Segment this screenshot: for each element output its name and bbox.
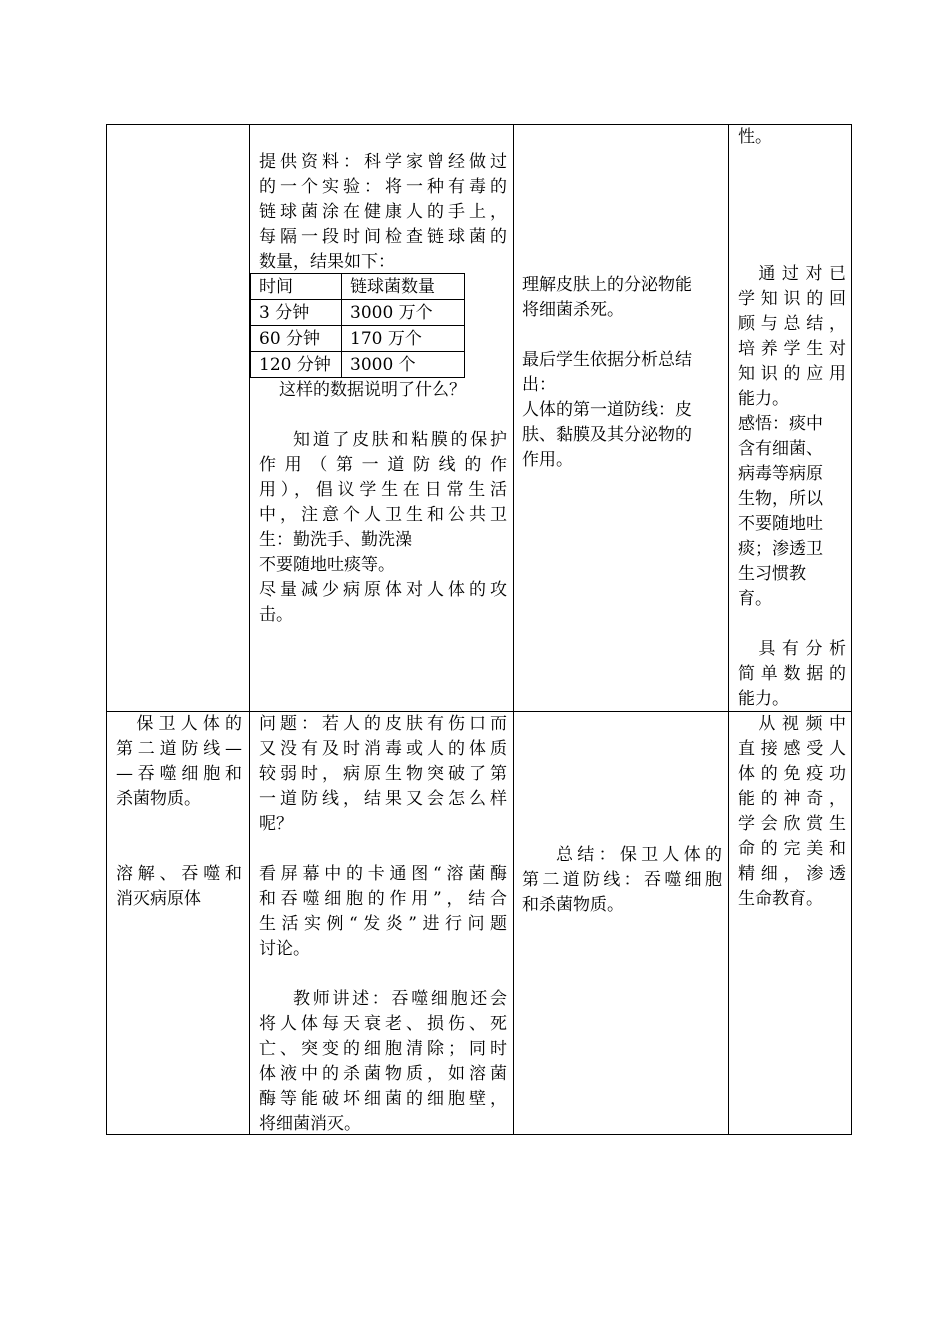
text-line: 感悟：痰中 xyxy=(738,414,823,434)
text-line: 性。 xyxy=(738,127,772,147)
text-line: 最后学生依据分析总结 xyxy=(522,350,692,370)
text-line: 育。 xyxy=(738,589,772,609)
text-line: 能力。 xyxy=(738,389,789,409)
text-line: 学知识的回 xyxy=(738,289,846,309)
text-line: 培养学生对 xyxy=(738,339,846,359)
text-line: 看屏幕中的卡通图“溶菌酶 xyxy=(259,864,507,884)
text-line: 直接感受人 xyxy=(738,739,846,759)
row2-col4-cell xyxy=(738,712,846,912)
hygiene-paragraph xyxy=(259,428,507,628)
text-line: 生习惯教 xyxy=(738,564,806,584)
cell-count: 170 万个 xyxy=(342,326,465,352)
text-line: 出： xyxy=(522,375,556,395)
cell-time: 3 分钟 xyxy=(251,300,342,326)
text-line: 理解皮肤上的分泌物能 xyxy=(522,275,692,295)
table-row xyxy=(251,352,465,378)
row1-col4-cell xyxy=(738,262,846,712)
text-line: 知道了皮肤和粘膜的保护 xyxy=(293,430,507,450)
header-count: 链球菌数量 xyxy=(342,274,465,300)
table-header-row xyxy=(251,274,465,300)
text-line: 生命教育。 xyxy=(738,889,823,909)
row2-col3-cell xyxy=(522,843,722,918)
text-line: 具有分析 xyxy=(758,639,846,659)
text-line: 消灭病原体 xyxy=(116,889,201,909)
column-divider-2 xyxy=(513,124,514,1135)
text-line: 链球菌涂在健康人的手上， xyxy=(259,202,507,222)
text-line: 不要随地吐痰等。 xyxy=(259,555,395,575)
text-line: 第二道防线：吞噬细胞 xyxy=(522,870,722,890)
text-line: 命的完美和 xyxy=(738,839,846,859)
text-line: 痰；渗透卫 xyxy=(738,539,823,559)
header-time: 时间 xyxy=(251,274,342,300)
text-line: 总结：保卫人体的 xyxy=(556,845,722,865)
text-line: 作用（第一道防线的作 xyxy=(259,455,507,475)
text-line: 呢？ xyxy=(259,814,293,834)
text-line: 将人体每天衰老、损伤、死 xyxy=(259,1014,507,1034)
text-line: 不要随地吐 xyxy=(738,514,823,534)
text-line: 的一个实验：将一种有毒的 xyxy=(259,177,507,197)
column-divider-3 xyxy=(728,124,729,1135)
text-line: 能的神奇， xyxy=(738,789,846,809)
text-line: 学会欣赏生 xyxy=(738,814,846,834)
experiment-intro xyxy=(259,150,507,275)
text-line: 用），倡议学生在日常生活 xyxy=(259,480,507,500)
text-line: 数量，结果如下： xyxy=(259,252,395,272)
text-line: 教师讲述：吞噬细胞还会 xyxy=(293,989,507,1009)
text-line: 击。 xyxy=(259,605,293,625)
text-line: 体的免疫功 xyxy=(738,764,846,784)
text-line: 酶等能破坏细菌的细胞壁， xyxy=(259,1089,507,1109)
table-row xyxy=(251,300,465,326)
text-line: 杀菌物质。 xyxy=(116,789,201,809)
table-row xyxy=(251,326,465,352)
text-line: —吞噬细胞和 xyxy=(116,764,242,784)
text-line: 第二道防线— xyxy=(116,739,242,759)
text-line: 能力。 xyxy=(738,689,789,709)
streptococcus-data-table xyxy=(250,273,465,378)
row1-col2-cell-lower xyxy=(259,378,507,628)
text-line: 简单数据的 xyxy=(738,664,846,684)
text-line: 又没有及时消毒或人的体质 xyxy=(259,739,507,759)
text-line: 精细，渗透 xyxy=(738,864,846,884)
text-line: 和杀菌物质。 xyxy=(522,895,624,915)
text-line: 生物，所以 xyxy=(738,489,823,509)
text-line: 溶解、吞噬和 xyxy=(116,864,242,884)
text-line: 中，注意个人卫生和公共卫 xyxy=(259,505,507,525)
text-line: 生：勤洗手、勤洗澡 xyxy=(259,530,412,550)
text-line: 保卫人体的 xyxy=(136,714,242,734)
row2-col1-cell xyxy=(116,712,242,912)
text-line: 知识的应用 xyxy=(738,364,846,384)
text-line: 每隔一段时间检查链球菌的 xyxy=(259,227,507,247)
text-line: 尽量减少病原体对人体的攻 xyxy=(259,580,507,600)
text-line: 较弱时，病原生物突破了第 xyxy=(259,764,507,784)
text-line: 将细菌消灭。 xyxy=(259,1114,361,1134)
text-line: 人体的第一道防线：皮 xyxy=(522,400,692,420)
table-border-right xyxy=(851,124,852,1135)
cell-count: 3000 万个 xyxy=(342,300,465,326)
text-line: 体液中的杀菌物质，如溶菌 xyxy=(259,1064,507,1084)
text-line: 和吞噬细胞的作用”，结合 xyxy=(259,889,507,909)
cell-count: 3000 个 xyxy=(342,352,465,378)
text-line: 一道防线，结果又会怎么样 xyxy=(259,789,507,809)
table-border-left xyxy=(106,124,107,1135)
text-line: 讨论。 xyxy=(259,939,310,959)
question-text: 这样的数据说明了什么？ xyxy=(279,380,466,400)
text-line: 将细菌杀死。 xyxy=(522,300,624,320)
text-line: 顾与总结， xyxy=(738,314,846,334)
text-line: 生活实例“发炎”进行问题 xyxy=(259,914,507,934)
row1-col4-top xyxy=(738,125,846,150)
text-line: 病毒等病原 xyxy=(738,464,823,484)
text-line: 从视频中 xyxy=(758,714,846,734)
text-line: 通过对已 xyxy=(758,264,846,284)
row1-col3-cell xyxy=(522,273,718,473)
text-line: 问题：若人的皮肤有伤口而 xyxy=(259,714,507,734)
text-line: 作用。 xyxy=(522,450,573,470)
row2-col2-cell xyxy=(259,712,507,1137)
row1-col2-cell xyxy=(259,150,507,275)
text-line: 提供资料：科学家曾经做过 xyxy=(259,152,507,172)
cell-time: 60 分钟 xyxy=(251,326,342,352)
text-line: 肤、黏膜及其分泌物的 xyxy=(522,425,692,445)
lesson-plan-table xyxy=(106,124,852,1135)
cell-time: 120 分钟 xyxy=(251,352,342,378)
text-line: 亡、突变的细胞清除；同时 xyxy=(259,1039,507,1059)
text-line: 含有细菌、 xyxy=(738,439,823,459)
